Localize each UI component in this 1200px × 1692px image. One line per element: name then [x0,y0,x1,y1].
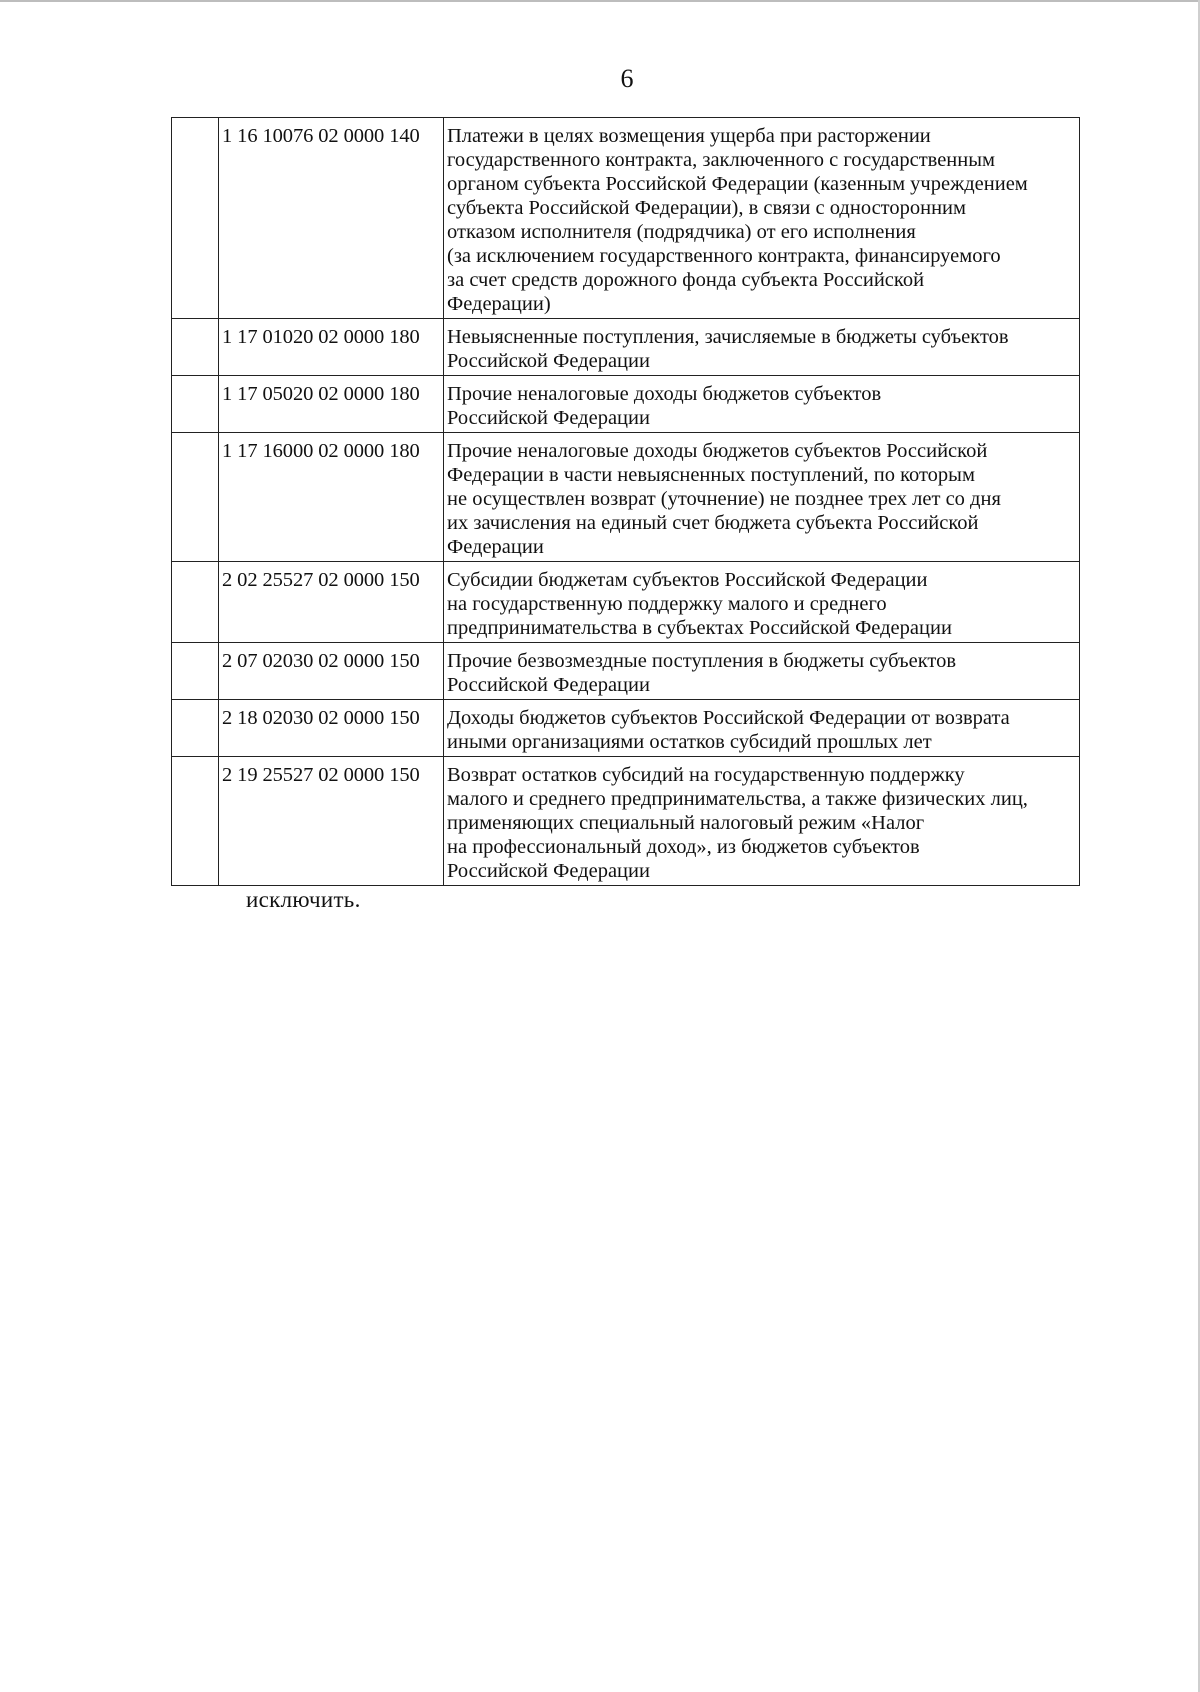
table-row [172,118,1080,319]
row-number-cell [172,700,219,757]
page-number: 6 [620,64,634,93]
description-line: Федерации в части невыясненных поступлений, по которым [447,464,975,486]
description-cell [444,700,1080,757]
row-number-cell [172,319,219,376]
description-cell [444,757,1080,886]
description-line: Платежи в целях возмещения ущерба при расторжении [447,125,931,147]
row-number-cell [172,643,219,700]
budget-code-cell: 2 19 25527 02 0000 150 [219,757,444,886]
table-body [172,118,1080,886]
budget-code-cell: 1 16 10076 02 0000 140 [219,118,444,319]
description-line: отказом исполнителя (подрядчика) от его исполнения [447,221,916,243]
budget-code-cell: 1 17 05020 02 0000 180 [219,376,444,433]
description-line: Российской Федерации [447,860,650,882]
description-line: Субсидии бюджетам субъектов Российской Федерации [447,569,928,591]
description-cell [444,319,1080,376]
table-row [172,700,1080,757]
row-number-cell [172,118,219,319]
description-line: Прочие безвозмездные поступления в бюджеты субъектов [447,650,957,672]
budget-code-cell: 1 17 01020 02 0000 180 [219,319,444,376]
description-cell [444,376,1080,433]
description-line: Российской Федерации [447,407,650,429]
description-line: на профессиональный доход», из бюджетов субъектов [447,836,920,858]
description-line: предпринимательства в субъектах Российской Федерации [447,617,952,639]
description-line: органом субъекта Российской Федерации (казенным учреждением [447,173,1028,195]
table-row [172,433,1080,562]
table-row [172,562,1080,643]
row-number-cell [172,433,219,562]
description-cell [444,643,1080,700]
table-row [172,376,1080,433]
description-line: Прочие неналоговые доходы бюджетов субъектов [447,383,882,405]
description-line: Федерации [447,536,544,558]
description-line: Невыясненные поступления, зачисляемые в бюджеты субъектов [447,326,1009,348]
table-row [172,643,1080,700]
budget-code-cell: 2 02 25527 02 0000 150 [219,562,444,643]
description-line: иными организациями остатков субсидий прошлых лет [447,731,932,753]
budget-code-cell: 1 17 16000 02 0000 180 [219,433,444,562]
description-line: их зачисления на единый счет бюджета субъекта Российской [447,512,979,534]
row-number-cell [172,562,219,643]
description-cell [444,118,1080,319]
description-line: Доходы бюджетов субъектов Российской Федерации от возврата [447,707,1010,729]
description-cell [444,433,1080,562]
description-line: применяющих специальный налоговый режим «Налог [447,812,925,834]
description-line: государственного контракта, заключенного с государственным [447,149,995,171]
footer-text: исключить. [246,887,361,912]
table-row [172,319,1080,376]
budget-codes-table [171,117,1080,886]
description-line: Российской Федерации [447,350,650,372]
description-line: (за исключением государственного контракта, финансируемого [447,245,1001,267]
description-line: Возврат остатков субсидий на государственную поддержку [447,764,965,786]
description-line: Прочие неналоговые доходы бюджетов субъектов Российской [447,440,988,462]
description-line: Российской Федерации [447,674,650,696]
description-line: не осуществлен возврат (уточнение) не позднее трех лет со дня [447,488,1001,510]
description-line: субъекта Российской Федерации), в связи с односторонним [447,197,966,219]
description-line: за счет средств дорожного фонда субъекта Российской [447,269,925,291]
description-line: малого и среднего предпринимательства, а также физических лиц, [447,788,1028,810]
row-number-cell [172,757,219,886]
page-edge-top [0,0,1200,2]
description-cell [444,562,1080,643]
table-row [172,757,1080,886]
description-line: Федерации) [447,293,551,315]
row-number-cell [172,376,219,433]
description-line: на государственную поддержку малого и среднего [447,593,887,615]
budget-code-cell: 2 18 02030 02 0000 150 [219,700,444,757]
budget-code-cell: 2 07 02030 02 0000 150 [219,643,444,700]
